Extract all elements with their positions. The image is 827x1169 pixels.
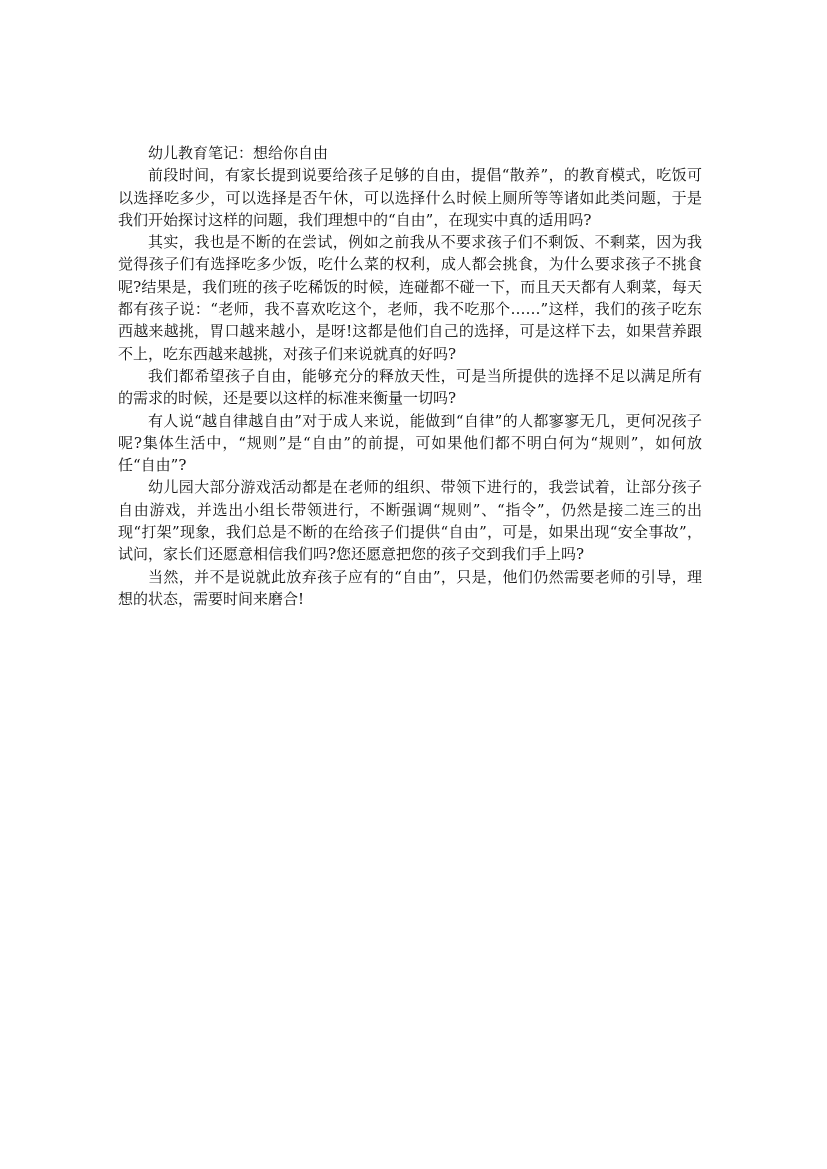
paragraph-3: 我们都希望孩子自由，能够充分的释放天性，可是当所提供的选择不足以满足所有的需求的时候，还是要以这样的标准来衡量一切吗?: [118, 366, 702, 408]
document-body: [118, 142, 702, 610]
document-title: 幼儿教育笔记：想给你自由: [148, 144, 329, 162]
paragraph-1: 前段时间，有家长提到说要给孩子足够的自由，提倡“散养”，的教育模式，吃饭可以选择吃多少，可以选择是否午休，可以选择什么时候上厕所等等诸如此类问题，于是我们开始探讨这样的问题，我们理想中的“自由”，在现实中真的适用吗?: [118, 166, 702, 229]
paragraph-6: 当然，并不是说就此放弃孩子应有的“自由”，只是，他们仍然需要老师的引导，理想的状态，需要时间来磨合!: [118, 567, 702, 608]
paragraph-5: 幼儿园大部分游戏活动都是在老师的组织、带领下进行的，我尝试着，让部分孩子自由游戏，并选出小组长带领进行，不断强调“规则”、“指令”，仍然是接二连三的出现“打架”现象，我们总是不断的在给孩子们提供“自由”，可是，如果出现“安全事故”，试问，家长们还愿意相信我们吗?您还愿意把您的孩子交到我们手上吗?: [118, 478, 702, 564]
paragraph-4: 有人说“越自律越自由”对于成人来说，能做到“自律”的人都寥寥无几，更何况孩子呢?集体生活中，“规则”是“自由”的前提，可如果他们都不明白何为“规则”，如何放任“自由”?: [118, 411, 702, 475]
paragraph-2: 其实，我也是不断的在尝试，例如之前我从不要求孩子们不剩饭、不剩菜，因为我觉得孩子们有选择吃多少饭，吃什么菜的权利，成人都会挑食，为什么要求孩子不挑食呢?结果是，我们班的孩子吃稀饭的时候，连碰都不碰一下，而且天天都有人剩菜，每天都有孩子说：“老师，我不喜欢吃这个，老师，我不吃那个……”这样，我们的孩子吃东西越来越挑，胃口越来越小，是呀!这都是他们自己的选择，可是这样下去，如果营养跟不上，吃东西越来越挑，对孩子们来说就真的好吗?: [118, 233, 702, 363]
